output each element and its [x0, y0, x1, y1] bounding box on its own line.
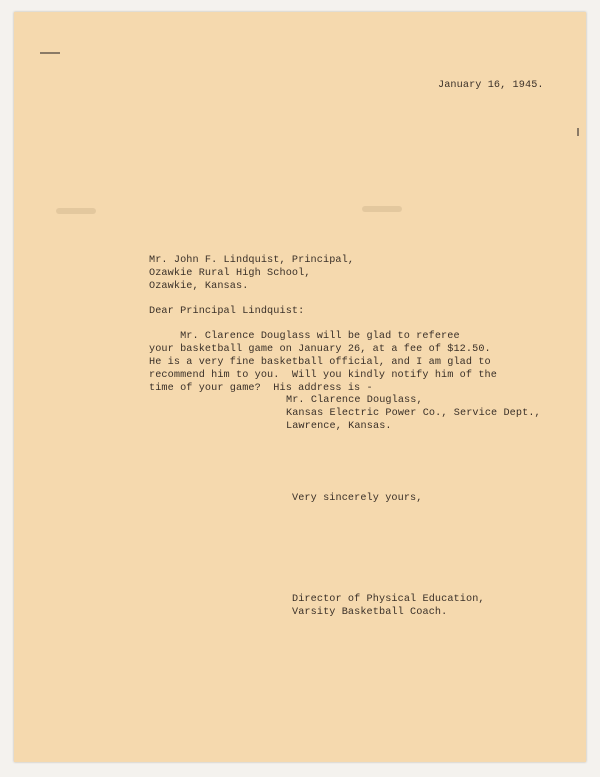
address-line: Kansas Electric Power Co., Service Dept., — [286, 408, 541, 419]
address-line: Mr. Clarence Douglass, — [286, 395, 423, 406]
signature-line: Director of Physical Education, — [292, 594, 485, 605]
smudge-left — [56, 208, 96, 214]
letter-page — [14, 12, 586, 762]
top-left-mark — [40, 52, 60, 54]
body-line: He is a very fine basketball official, and I am glad to — [149, 357, 491, 368]
smudge-right — [362, 206, 402, 212]
right-edge-mark — [577, 128, 579, 136]
recipient-line: Ozawkie Rural High School, — [149, 268, 311, 279]
body-line: Mr. Clarence Douglass will be glad to referee — [149, 331, 460, 342]
body-line: recommend him to you. Will you kindly notify him of the — [149, 370, 497, 381]
body-line: your basketball game on January 26, at a fee of $12.50. — [149, 344, 491, 355]
salutation: Dear Principal Lindquist: — [149, 306, 305, 317]
recipient-line: Mr. John F. Lindquist, Principal, — [149, 255, 355, 266]
closing: Very sincerely yours, — [292, 493, 423, 504]
signature-line: Varsity Basketball Coach. — [292, 607, 448, 618]
address-line: Lawrence, Kansas. — [286, 421, 392, 432]
letter-date: January 16, 1945. — [438, 80, 544, 91]
body-line: time of your game? His address is - — [149, 383, 373, 394]
recipient-line: Ozawkie, Kansas. — [149, 281, 249, 292]
